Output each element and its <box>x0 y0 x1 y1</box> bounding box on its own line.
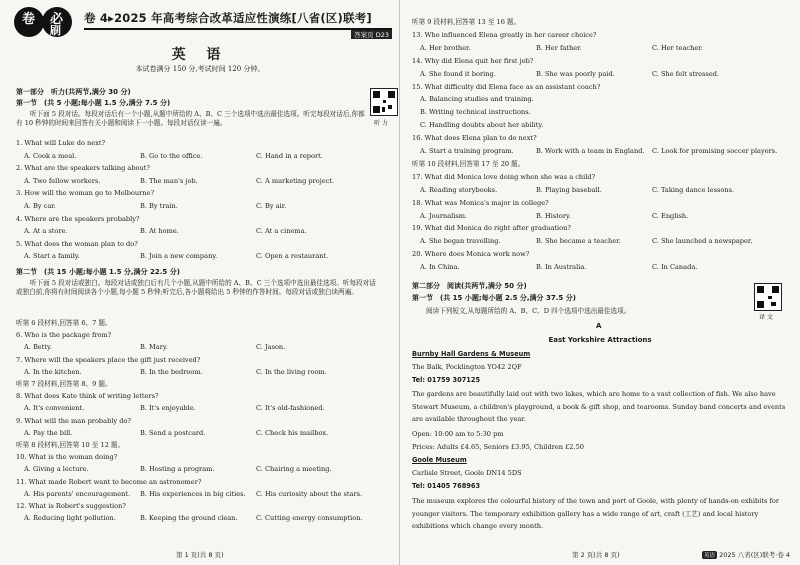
answer-option[interactable]: C. By air. <box>256 202 287 210</box>
attraction-1-description: The gardens are beautifully laid out with two lakes, which are home to a vast collection of fish. We also have Stewart Museum, a children's playground, a book & gift shop, and tearooms. Sunday band concerts and events are available throughout the year. <box>412 390 786 423</box>
answer-option[interactable]: A. His parents' encouragement. <box>24 489 131 498</box>
part1-sec1-instructions: 听下面 5 段对话。每段对话后有一个小题,从题中所给的 A、B、C 三个选项中选出最佳选项。听完每段对话后,你都有 10 秒钟的时间来回答有关小题和阅读下一小题。每段对话仅读一遍。 <box>16 110 365 127</box>
question-stem: 18. What was Monica's major in college? <box>412 198 549 207</box>
attraction-1-name: Burnby Hall Gardens & Museum <box>412 350 531 358</box>
question-stem: 3. How will the woman go to Melbourne? <box>16 189 154 198</box>
answer-option[interactable]: B. The man's job. <box>140 176 198 185</box>
attraction-2-address: Carlisle Street, Goole DN14 5DS <box>412 469 522 477</box>
answer-option[interactable]: B. In Australia. <box>536 263 587 272</box>
listening-material-note: 听第 10 段材料,回答第 17 至 20 题。 <box>412 159 525 168</box>
exam-header <box>14 6 392 38</box>
question-stem: 1. What will Luke do next? <box>16 139 106 147</box>
answer-option[interactable]: C. A marketing project. <box>256 176 335 185</box>
part1-sec2-instructions: 听下面 5 段对话或独白。每段对话或独白后有几个小题,从题中所给的 A、B、C 三个选项中选出最佳选项。听每段对话或独白前,你将有时间阅读各个小题,每小题 5 秒钟;听完后,各小题将给出 5 秒钟的作答时间。每段对话或独白读两遍。 <box>16 279 376 296</box>
answer-option[interactable]: A. By car. <box>24 202 56 210</box>
answer-option[interactable]: B. Mary. <box>140 343 168 352</box>
question-stem: 10. What is the woman doing? <box>16 453 118 462</box>
answer-option[interactable]: C. In Canada. <box>652 263 698 272</box>
answer-option[interactable]: A. In the kitchen. <box>24 367 82 376</box>
question-stem: 17. What did Monica love doing when she was a child? <box>412 172 596 181</box>
answer-option[interactable]: A. Balancing studies and training. <box>420 95 534 104</box>
answer-option[interactable]: A. Start a training program. <box>420 147 514 155</box>
listening-material-note: 听第 6 段材料,回答第 6、7 题。 <box>16 319 112 327</box>
part1-sec2-title: 第二节 (共 15 小题;每小题 1.5 分,满分 22.5 分) <box>16 268 180 276</box>
answer-option[interactable]: A. At a store. <box>24 227 68 236</box>
answer-option[interactable]: C. At a cinema. <box>256 227 307 236</box>
listening-material-note: 听第 7 段材料,回答第 8、9 题。 <box>16 380 112 388</box>
left-page-footer: 第 1 页(共 8 页) <box>176 551 224 559</box>
answer-option[interactable]: B. She was poorly paid. <box>536 69 615 78</box>
answer-option[interactable]: C. She felt stressed. <box>652 69 720 78</box>
question-stem: 16. What does Elena plan to do next? <box>412 134 537 143</box>
attraction-1-address: The Balk, Pocklington YO42 2QF <box>412 363 522 371</box>
question-stem: 5. What does the woman plan to do? <box>16 239 138 248</box>
qr-label-translation: 译 文 <box>759 314 773 321</box>
part2-sec1-instructions: 阅读下列短文,从每题所给的 A、B、C、D 四个选项中选出最佳选项。 <box>426 307 631 315</box>
answer-option[interactable]: A. It's convenient. <box>24 404 85 413</box>
answer-option[interactable]: A. Betty. <box>24 343 52 352</box>
logo-char-3: 刷 <box>50 24 61 37</box>
question-stem: 8. What does Kate think of writing letters? <box>16 392 159 401</box>
answer-option[interactable]: B. Send a postcard. <box>140 428 206 437</box>
answer-option[interactable]: B. Her father. <box>536 43 582 52</box>
answer-option[interactable]: B. At home. <box>140 227 179 236</box>
question-stem: 2. What are the speakers talking about? <box>16 164 150 173</box>
attraction-1-open: Open: 10:00 am to 5:30 pm <box>412 430 504 438</box>
passage-letter: A <box>596 322 602 330</box>
answer-option[interactable]: B. Writing technical instructions. <box>420 108 531 117</box>
question-stem: 7. Where will the speakers place the gift just received? <box>16 355 201 364</box>
answer-option[interactable]: A. In China. <box>420 263 460 272</box>
answer-option[interactable]: C. His curiosity about the stars. <box>256 489 363 498</box>
answer-page-tag: 答案页 D23 <box>351 30 392 39</box>
answer-option[interactable]: B. Hosting a program. <box>140 465 215 474</box>
answer-option[interactable]: A. Two fellow workers. <box>24 176 101 185</box>
answer-option[interactable]: B. Keeping the ground clean. <box>140 514 238 523</box>
question-stem: 20. Where does Monica work now? <box>412 250 530 259</box>
answer-option[interactable]: C. Jason. <box>256 343 286 352</box>
answer-option[interactable]: C. Check his mailbox. <box>256 428 329 437</box>
answer-option[interactable]: B. She became a teacher. <box>536 237 621 246</box>
answer-option[interactable]: C. Handling doubts about her ability. <box>420 121 544 130</box>
answer-option[interactable]: C. Cutting energy consumption. <box>256 514 363 523</box>
question-stem: 6. Who is the package from? <box>16 331 112 340</box>
question-stem: 12. What is Robert's suggestion? <box>16 502 126 510</box>
question-stem: 15. What difficulty did Elena face as an assistant coach? <box>412 82 601 91</box>
question-stem: 19. What did Monica do right after graduation? <box>412 224 571 233</box>
part2-sec1-title: 第一节 (共 15 小题;每小题 2.5 分,满分 37.5 分) <box>412 294 576 302</box>
qr-code-listening[interactable] <box>370 88 398 116</box>
listening-material-note: 听第 8 段材料,回答第 10 至 12 题。 <box>16 441 125 449</box>
answer-option[interactable]: A. Start a family. <box>24 252 80 261</box>
listening-material-note: 听第 9 段材料,回答第 13 至 16 题。 <box>412 18 521 26</box>
answer-option[interactable]: C. She launched a newspaper. <box>652 237 753 246</box>
logo-char-1: 卷 <box>22 12 36 27</box>
qr-label-listening: 听 力 <box>374 120 388 127</box>
question-stem: 13. Who influenced Elena greatly in her career choice? <box>412 30 597 39</box>
attraction-1-tel: Tel: 01759 307125 <box>412 376 481 384</box>
qr-code-translation[interactable] <box>754 283 782 311</box>
answer-option[interactable]: C. Open a restaurant. <box>256 252 329 261</box>
part1-title: 第一部分 听力(共两节,满分 30 分) <box>16 88 131 96</box>
attraction-2-description: The museum explores the colourful history of the town and port of Goole, with plenty of hands-on exhibits for younger visitors. The temporary exhibition gallery has a wide range of art, craft (工艺) and local history exhibitions which change every month. <box>412 497 780 530</box>
brand-logo <box>14 6 76 38</box>
attraction-1-prices: Prices: Adults £4.65, Seniors £3.95, Children £2.50 <box>412 443 584 451</box>
question-stem: 4. Where are the speakers probably? <box>16 214 140 223</box>
question-stem: 9. What will the man probably do? <box>16 416 131 425</box>
answer-option[interactable]: C. Her teacher. <box>652 43 703 52</box>
answer-option[interactable]: A. Reducing light pollution. <box>24 514 116 523</box>
subject-badge: 英语 <box>704 553 716 559</box>
answer-option[interactable]: A. Cook a meal. <box>24 151 77 160</box>
exam-title: 卷 4▸2025 年高考综合改革适应性演练[八省(区)联考] <box>84 11 372 25</box>
part1-sec1-title: 第一节 (共 5 小题;每小题 1.5 分,满分 7.5 分) <box>16 99 171 107</box>
answer-option[interactable]: C. English. <box>652 211 689 220</box>
answer-option[interactable]: B. By train. <box>140 202 178 210</box>
answer-option[interactable]: B. His experiences in big cities. <box>140 489 246 498</box>
right-footer-tail: 2025 八省(区)联考·卷 4 <box>719 551 791 559</box>
exam-info: 本试卷满分 150 分,考试时间 120 分钟。 <box>135 65 265 73</box>
right-footer-tag <box>702 550 790 559</box>
logo-char-2: 必 <box>50 12 64 27</box>
answer-option[interactable]: C. It's old-fashioned. <box>256 404 325 413</box>
header-rule <box>84 28 392 30</box>
answer-option[interactable]: B. Playing baseball. <box>536 185 602 194</box>
answer-option[interactable]: A. Giving a lecture. <box>24 465 89 474</box>
answer-option[interactable]: C. Hand in a report. <box>256 151 323 160</box>
answer-option[interactable]: A. Her brother. <box>420 43 471 52</box>
answer-option[interactable]: C. In the living room. <box>256 367 327 376</box>
answer-option[interactable]: A. She found it boring. <box>420 69 496 78</box>
answer-option[interactable]: C. Taking dance lessons. <box>652 185 735 194</box>
answer-option[interactable]: B. It's enjoyable. <box>140 404 196 413</box>
answer-option[interactable]: B. Go to the office. <box>140 151 203 160</box>
right-page-footer: 第 2 页(共 8 页) <box>572 551 620 559</box>
question-stem: 11. What made Robert want to become an astronomer? <box>16 477 202 486</box>
answer-option[interactable]: A. Pay the bill. <box>24 428 73 437</box>
subject-title: 英 语 <box>171 47 229 63</box>
part2-title: 第二部分 阅读(共两节,满分 50 分) <box>412 282 527 290</box>
answer-option[interactable]: A. Reading storybooks. <box>420 185 498 194</box>
answer-option[interactable]: B. History. <box>536 211 571 220</box>
answer-option[interactable]: B. Join a new company. <box>140 252 218 261</box>
answer-option[interactable]: A. Journalism. <box>420 211 468 220</box>
passage-title: East Yorkshire Attractions <box>548 336 652 344</box>
answer-option[interactable]: C. Look for promising soccer players. <box>652 147 778 155</box>
answer-option[interactable]: C. Chairing a meeting. <box>256 465 332 474</box>
question-stem: 14. Why did Elena quit her first job? <box>412 56 534 65</box>
attraction-2-tel: Tel: 01405 768963 <box>412 482 481 490</box>
attraction-2-name: Goole Museum <box>412 456 467 464</box>
right-page <box>400 0 800 565</box>
answer-option[interactable]: A. She began travelling. <box>420 237 501 246</box>
answer-option[interactable]: B. Work with a team in England. <box>536 147 645 155</box>
answer-option[interactable]: B. In the bedroom. <box>140 367 203 376</box>
